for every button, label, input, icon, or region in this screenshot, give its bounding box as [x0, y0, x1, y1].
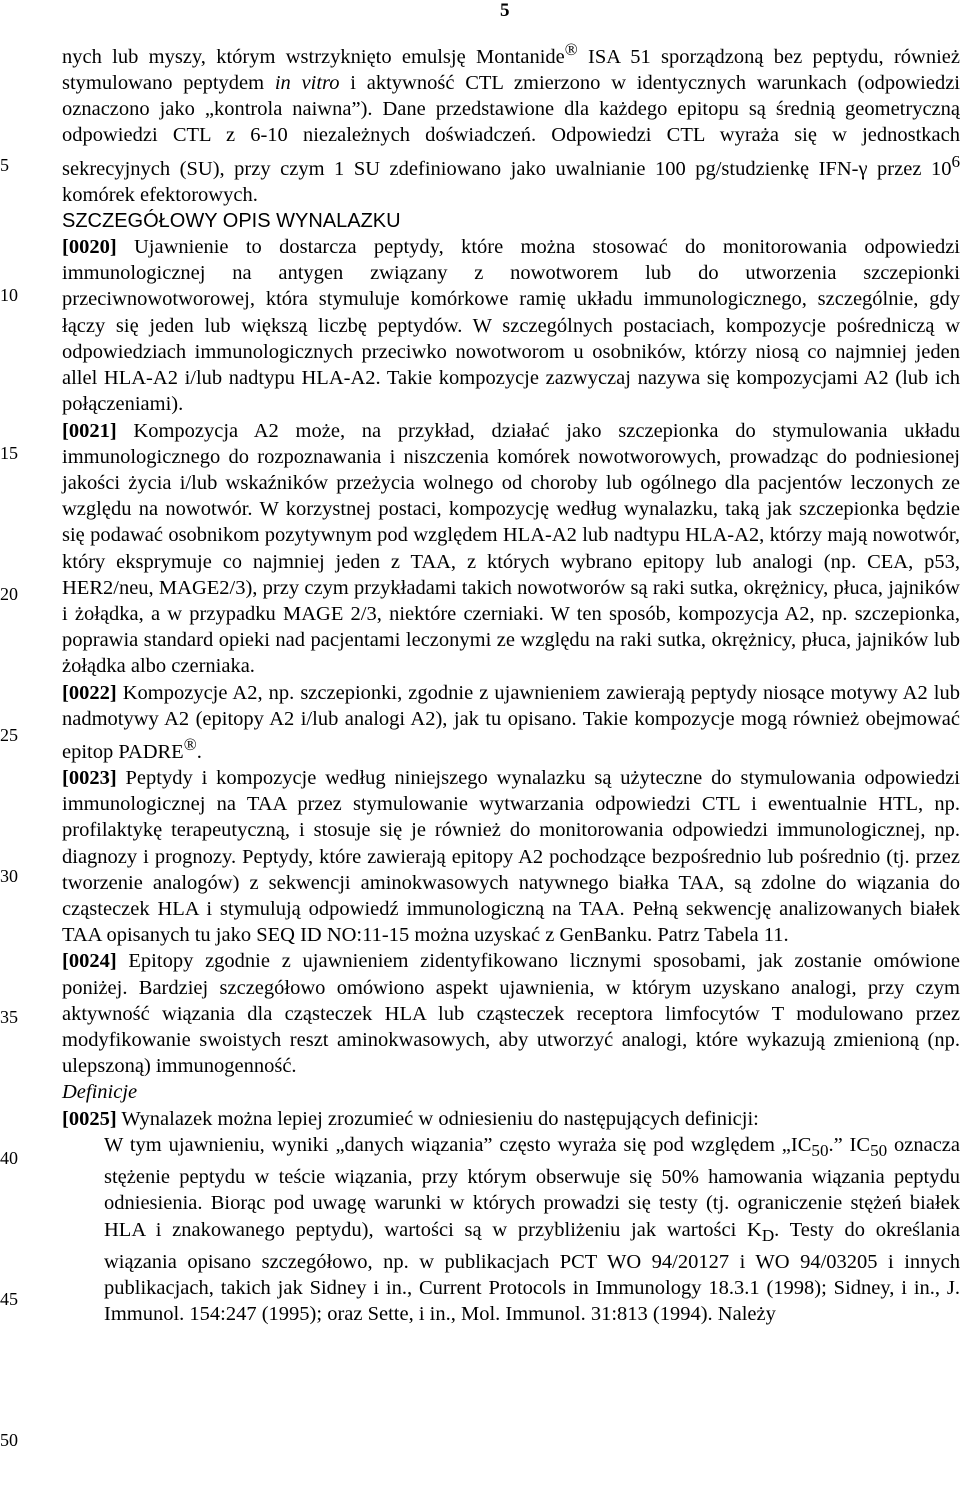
paragraph-0022: [0022] Kompozycje A2, np. szczepionki, zgodnie z ujawnieniem zawierają peptydy niosące motywy A2 lub nadmotywy A2 (epitopy A2 i/lub analogi A2), jak tu opisano. Takie kompozycje mogą również obejmować epitop PADRE®. [62, 681, 960, 763]
line-number: 40 [0, 1148, 18, 1168]
line-number: 20 [0, 584, 18, 604]
paragraph-0020: [0020] Ujawnienie to dostarcza peptydy, które można stosować do monitorowania odpowiedzi immunologicznej na antygen związany z nowotworem lub do utworzenia szczepionki przeciwnowotworowej, która stymuluje komórkowe ramię układu immunologicznego, szczególnie, gdy łączy się jeden lub większą liczbę peptydów. W szczególnych postaciach, kompozycje pośredniczą w odpowiedziach immunologicznych przeciwko nowotworom u osobników, którzy niosą co najmniej jeden allel HLA-A2 i/lub nadtypu HLA-A2. Takie kompozycje zazwyczaj nazywa się kompozycjami A2 (lub ich połączeniami). [62, 236, 960, 416]
page-number: 5 [500, 0, 510, 21]
line-number: 15 [0, 443, 18, 463]
paragraph-0025: [0025] Wynalazek można lepiej zrozumieć w odniesieniu do następujących definicji: [62, 1107, 759, 1130]
registered-mark: ® [183, 734, 197, 754]
registered-mark: ® [564, 40, 578, 59]
line-number: 50 [0, 1430, 18, 1450]
document-body [62, 37, 960, 1327]
line-number: 45 [0, 1289, 18, 1309]
line-number: 35 [0, 1007, 18, 1027]
line-number: 10 [0, 285, 18, 305]
paragraph-0023: [0023] Peptydy i kompozycje według niniejszego wynalazku są użyteczne do stymulowania odpowiedzi immunologicznej na TAA przez stymulowanie wytwarzania odpowiedzi CTL i ewentualnie HTL, np. profilaktykę terapeutyczną, i stosuje się je również do monitorowania odpowiedzi immunologicznej, np. diagnozy i prognozy. Peptydy, które zawierają epitopy A2 pochodzące bezpośrednio lub pośrednio (tj. przez tworzenie analogów) z sekwencji aminokwasowych natywnego białka TAA, są zdolne do wiązania do cząsteczek HLA i stymulują odpowiedź immunologiczną na TAA. Pełną sekwencję analizowanych białek TAA opisanych tu jako SEQ ID NO:11-15 można uzyskać z GenBanku. Patrz Tabela 11. [62, 766, 960, 947]
line-number: 25 [0, 725, 18, 745]
line-number: 5 [0, 155, 9, 175]
definition-ic50: W tym ujawnieniu, wyniki „danych wiązania” często wyraża się pod względem $„IC_{50}$.” $IC_{50}$ oznacza stężenie peptydu w teście wiązania, przy którym obserwuje się 50% hamowania wiązania peptydu odniesienia. Biorąc pod uwagę warunki w których prowadzi się testy (tj. ograniczenie stężeń białek HLA i znakowanego peptydu), wartości są w przybliżeniu jak wartości $K_D$. Testy do określania wiązania opisano szczegółowo, np. w publikacjach PCT WO 94/20127 i WO 94/03205 i innych publikacjach, takich jak Sidney i in., Current Protocols in Immunology 18.3.1 (1998); Sidney, i in., J. Immunol. 154:247 (1995); oraz Sette, i in., Mol. Immunol. 31:813 (1994). Należy [104, 1133, 960, 1326]
intro-paragraph: nych lub myszy, którym wstrzyknięto emulsję Montanide® ISA 51 sporządzoną bez peptydu, również stymulowano peptydem in vitro i aktywność CTL zmierzono w identycznych warunkach (odpowiedzi oznaczono jako „kontrola naiwna”). Dane przedstawione dla każdego epitopu są średnią geometryczną odpowiedzi CTL z 6-10 niezależnych doświadczeń. Odpowiedzi CTL wyraża się w jednostkach sekrecyjnych (SU), przy czym 1 SU zdefiniowano jako uwalnianie 100 pg/studzienkę IFN-γ przez $10^6$ komórek efektorowych. [62, 40, 960, 206]
paragraph-0021: [0021] Kompozycja A2 może, na przykład, działać jako szczepionka do stymulowania układu immunologicznego do rozpoznawania i niszczenia komórek nowotworowych, prowadząc do podniesionej jakości życia i/lub wskaźników przeżycia wolnego od choroby lub ogólnego dla pacjentów leczonych ze względu na nowotwór. W korzystnej postaci, kompozycję według wynalazku, taką jak szczepionka będzie się podawać osobnikom pozytywnym pod względem HLA-A2 lub nadtypu HLA-A2, którzy mają nowotwór, który eksprymuje co najmniej jeden z TAA, z których wybrano epitopy lub analogi (np. CEA, p53, HER2/neu, MAGE2/3), przy czym przykładami takich nowotworów są raki sutka, okrężnicy, płuca, jajników i żołądka, a w przypadku MAGE 2/3, niektóre czerniaki. W ten sposób, kompozycja A2, np. szczepionka, poprawia standard opieki nad pacjentami leczonymi ze względu na raki sutka, okrężnicy, płuca, jajników lub żołądka albo czerniaka. [62, 419, 960, 678]
line-number: 30 [0, 866, 18, 886]
definitions-heading: Definicje [62, 1081, 138, 1104]
section-heading: SZCZEGÓŁOWY OPIS WYNALAZKU [62, 209, 401, 232]
paragraph-0024: [0024] Epitopy zgodnie z ujawnieniem zidentyfikowano licznymi sposobami, jak zostanie omówione poniżej. Bardziej szczegółowo omówiono aspekt ujawnienia, w którym uzyskano analogi, przy czym aktywność wiązania dla cząsteczek HLA lub cząsteczek receptora limfocytów T modulowano przez modyfikowanie swoistych reszt aminokwasowych, aby utworzyć analogi, które wykazują zmienioną (np. ulepszoną) immunogenność. [62, 950, 960, 1078]
